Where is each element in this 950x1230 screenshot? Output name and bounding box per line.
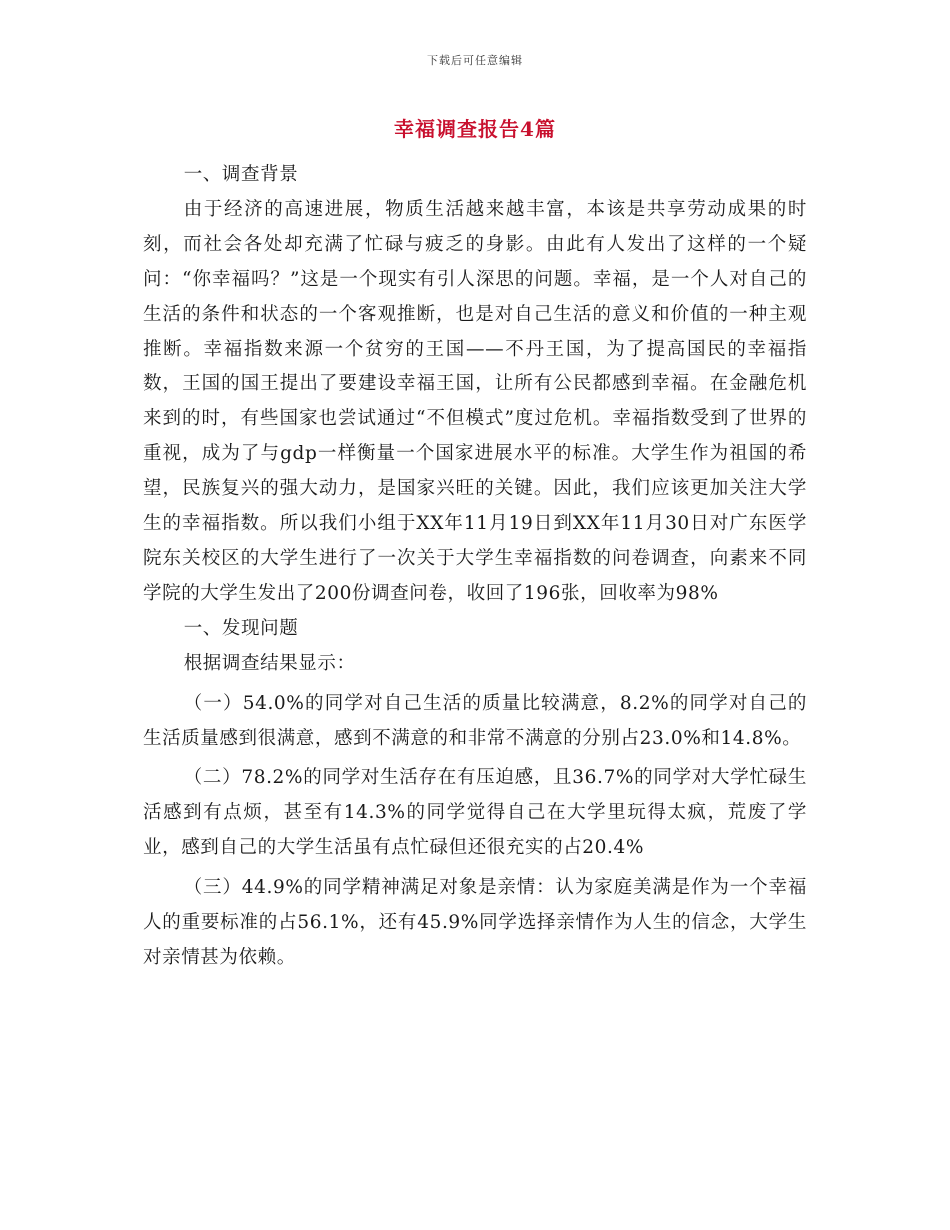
section-heading-background: 一、调查背景 — [183, 164, 299, 185]
paragraph-background: 由于经济的高速进展，物质生活越来越丰富，本该是共享劳动成果的时刻，而社会各处却充满了忙碌与疲乏的身影。由此有人发出了这样的一个疑问：“你幸福吗？”这是一个现实有引人深思的问题。幸福，是一个人对自己的生活的条件和状态的一个客观推断，也是对自己生活的意义和价值的一种主观推断。幸福指数来源一个贫穷的王国——不丹王国，为了提高国民的幸福指数，王国的国王提出了要建设幸福王国，让所有公民都感到幸福。在金融危机来到的时，有些国家也尝试通过“不但模式”度过危机。幸福指数受到了世界的重视，成为了与gdp一样衡量一个国家进展水平的标准。大学生作为祖国的希望，民族复兴的强大动力，是国家兴旺的关键。因此，我们应该更加关注大学生的幸福指数。所以我们小组于XX年11月19日到XX年11月30日对广东医学院东关校区的大学生进行了一次关于大学生幸福指数的问卷调查，向素来不同学院的大学生发出了200份调查问卷，收回了196张，回收率为98% — [143, 198, 807, 604]
section-heading-findings: 一、发现问题 — [183, 617, 299, 639]
paragraph-finding-2: （二）78.2%的同学对生活存在有压迫感，且36.7%的同学对大学忙碌生活感到有点烦，甚至有14.3%的同学觉得自己在大学里玩得太疯，荒废了学业，感到自己的大学生活虽有点忙碌但还很充实的占20.4% — [143, 767, 807, 859]
paragraph-results-intro: 根据调查结果显示： — [183, 652, 356, 674]
paragraph-finding-3: （三）44.9%的同学精神满足对象是亲情：认为家庭美满是作为一个幸福人的重要标准的占56.1%，还有45.9%同学选择亲情作为人生的信念，大学生对亲情甚为依赖。 — [143, 877, 807, 968]
paragraph-finding-1: （一）54.0%的同学对自己生活的质量比较满意，8.2%的同学对自己的生活质量感到很满意，感到不满意的和非常不满意的分别占23.0%和14.8%。 — [143, 692, 807, 749]
document-body — [143, 158, 807, 976]
document-title: 幸福调查报告4篇 — [394, 117, 556, 141]
page-header-note: 下载后可任意编辑 — [427, 54, 523, 67]
